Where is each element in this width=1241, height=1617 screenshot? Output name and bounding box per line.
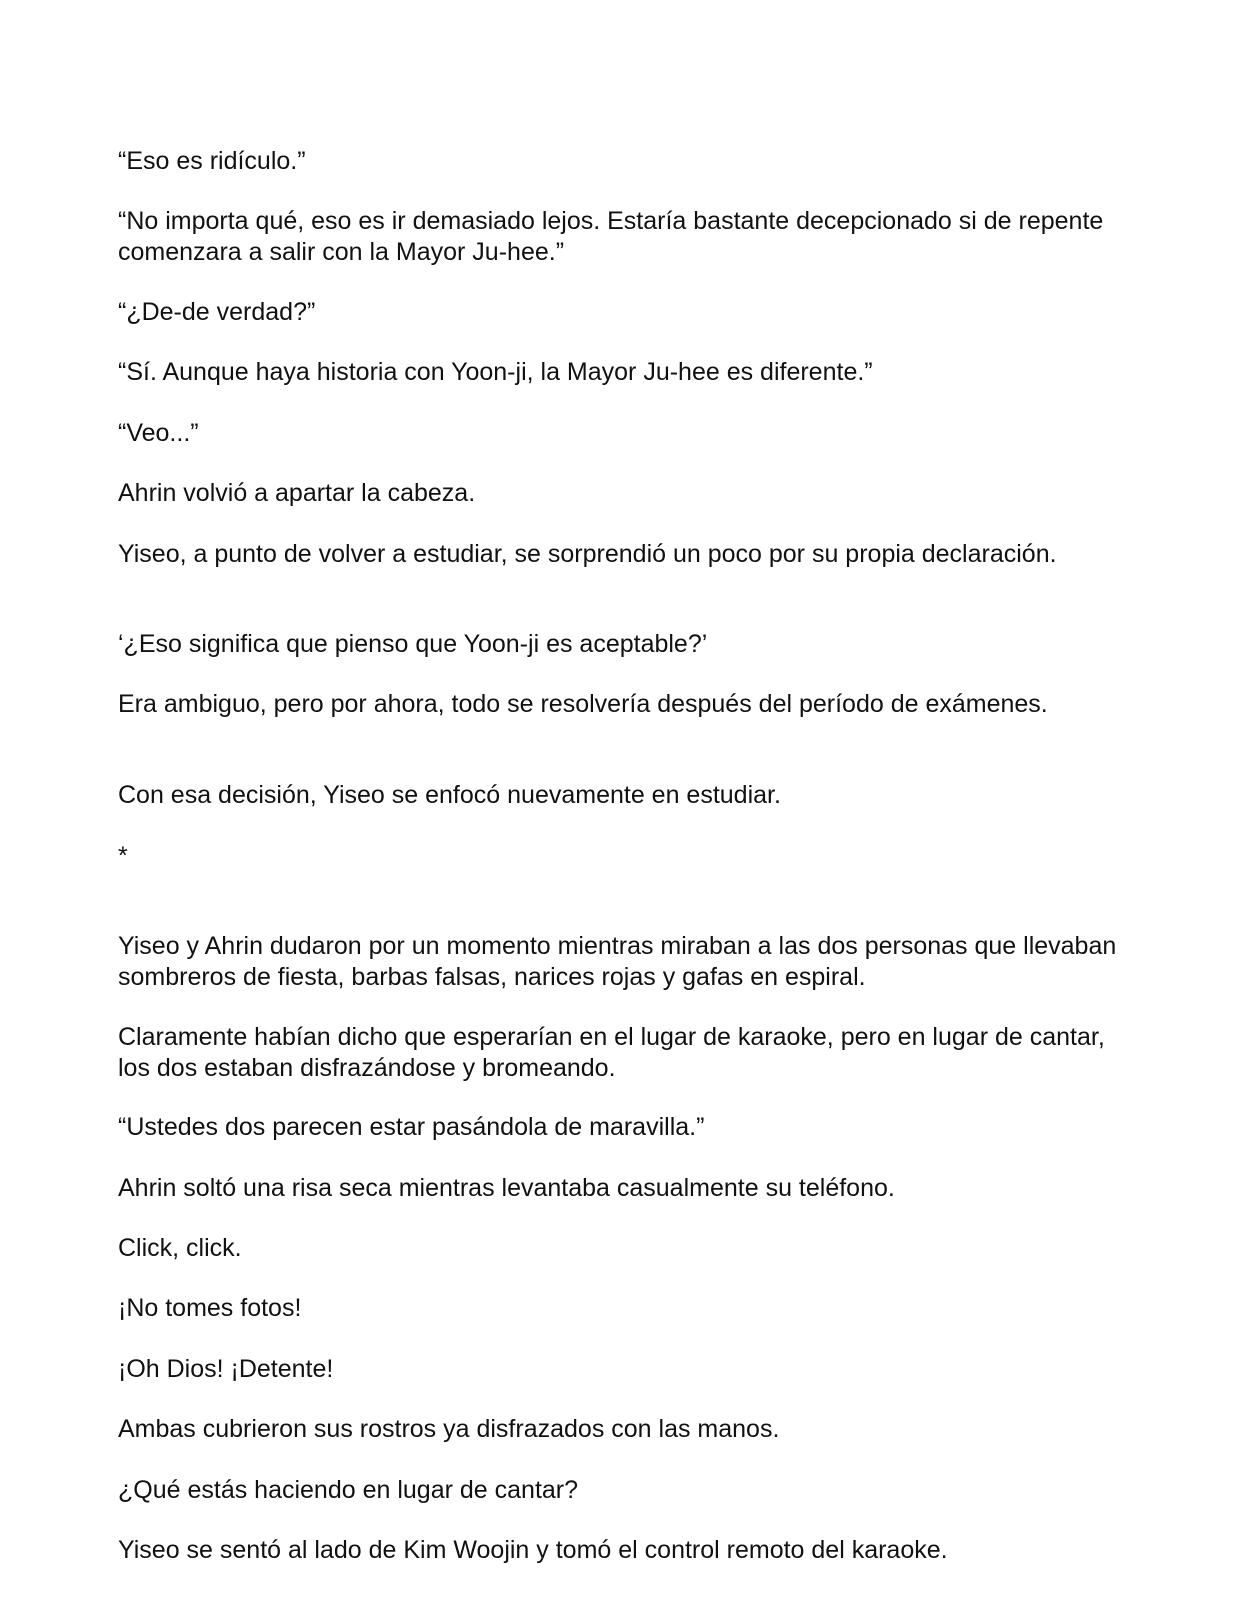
- paragraph-16: ¡No tomes fotos!: [118, 1294, 302, 1322]
- paragraph-9: Era ambiguo, pero por ahora, todo se resolvería después del período de exámenes.: [118, 690, 1048, 718]
- paragraph-12: Claramente habían dicho que esperarían en el lugar de karaoke, pero en lugar de cantar, los dos estaban disfrazándose y bromeando.: [118, 1023, 1105, 1082]
- paragraph-19: ¿Qué estás haciendo en lugar de cantar?: [118, 1476, 579, 1504]
- paragraph-8: ‘¿Eso significa que pienso que Yoon-ji es aceptable?’: [118, 630, 708, 658]
- paragraph-5: “Veo...”: [118, 419, 199, 447]
- paragraph-13: “Ustedes dos parecen estar pasándola de maravilla.”: [118, 1113, 705, 1141]
- paragraph-14: Ahrin soltó una risa seca mientras levantaba casualmente su teléfono.: [118, 1174, 895, 1202]
- paragraph-18: Ambas cubrieron sus rostros ya disfrazados con las manos.: [118, 1415, 780, 1443]
- paragraph-6: Ahrin volvió a apartar la cabeza.: [118, 479, 476, 507]
- paragraph-1: “Eso es ridículo.”: [118, 147, 306, 175]
- paragraph-15: Click, click.: [118, 1234, 242, 1262]
- paragraph-7: Yiseo, a punto de volver a estudiar, se sorprendió un poco por su propia declaración.: [118, 540, 1057, 568]
- paragraph-4: “Sí. Aunque haya historia con Yoon-ji, la Mayor Ju-hee es diferente.”: [118, 358, 873, 386]
- paragraph-20: Yiseo se sentó al lado de Kim Woojin y tomó el control remoto del karaoke.: [118, 1536, 948, 1564]
- section-break: *: [118, 842, 128, 870]
- paragraph-11: Yiseo y Ahrin dudaron por un momento mientras miraban a las dos personas que llevaban sombreros de fiesta, barbas falsas, narices rojas y gafas en espiral.: [118, 932, 1117, 991]
- paragraph-3: “¿De-de verdad?”: [118, 298, 316, 326]
- paragraph-2: “No importa qué, eso es ir demasiado lejos. Estaría bastante decepcionado si de repente comenzara a salir con la Mayor Ju-hee.”: [118, 207, 1104, 266]
- paragraph-10: Con esa decisión, Yiseo se enfocó nuevamente en estudiar.: [118, 781, 781, 809]
- paragraph-17: ¡Oh Dios! ¡Detente!: [118, 1355, 334, 1383]
